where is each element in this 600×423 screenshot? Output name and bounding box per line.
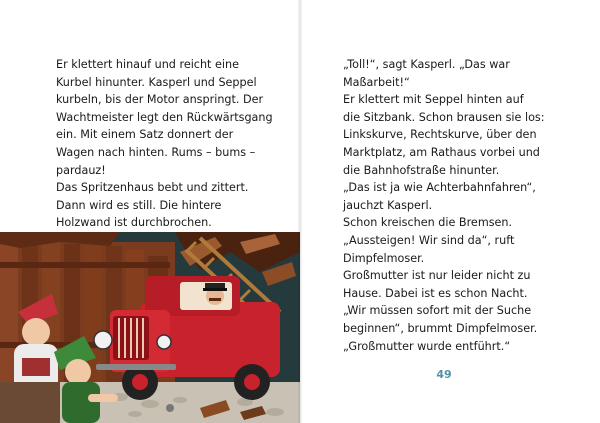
text-line: „Toll!“, sagt Kasperl. „Das war [343,58,510,71]
headlight [94,331,112,349]
text-line: pardauz! [56,163,106,177]
text-line: kurbeln, bis der Motor anspringt. Der [56,93,264,107]
text-line: Marktplatz, am Rathaus vorbei und [343,145,540,159]
text-line: „Aussteigen! Wir sind da“, ruft [343,233,515,247]
text-line: Holzwand ist durchbrochen. [56,216,212,230]
text-line: Er klettert mit Seppel hinten auf [343,93,524,107]
text-line: Linkskurve, Rechtskurve, über den [343,128,537,142]
fire-truck-illustration [0,232,300,423]
text-line: Kurbel hinunter. Kasperl und Seppel [56,75,257,89]
illustration-svg [0,232,300,423]
text-line: Wagen nach hinten. Rums – bums – [56,145,256,159]
headlight [157,335,171,349]
text-line: ein. Mit einem Satz donnert der [56,128,234,142]
text-line: Dimpfelmoser. [343,251,425,265]
page-number: 49 [436,368,452,381]
left-page-text [56,56,290,232]
truck-bumper [96,364,176,370]
text-line: Wachtmeister legt den Rückwärtsgang [56,110,273,124]
text-line: Dann wird es still. Die hintere [56,198,222,212]
text-line: „Das ist ja wie Achterbahnfahren“, [343,181,536,195]
right-page-text [343,56,583,355]
text-line: Hause. Dabei ist es schon Nacht. [343,286,528,300]
text-line: jauchzt Kasperl. [343,198,433,212]
text-line: Maßarbeit!“ [343,75,410,89]
text-line: Das Spritzenhaus bebt und zittert. [56,181,249,195]
text-line: beginnen“, brummt Dimpfelmoser. [343,321,538,335]
text-line: die Sitzbank. Schon brausen sie los: [343,110,545,124]
text-line: die Bahnhofstraße hinunter. [343,163,500,177]
text-line: „Wir müssen sofort mit der Suche [343,304,532,318]
text-line: Großmutter ist nur leider nicht zu [343,269,531,283]
text-line: Er klettert hinauf und reicht eine [56,58,239,71]
text-line: Schon kreischen die Bremsen. [343,216,513,230]
text-line: „Großmutter wurde entführt.“ [343,339,511,353]
